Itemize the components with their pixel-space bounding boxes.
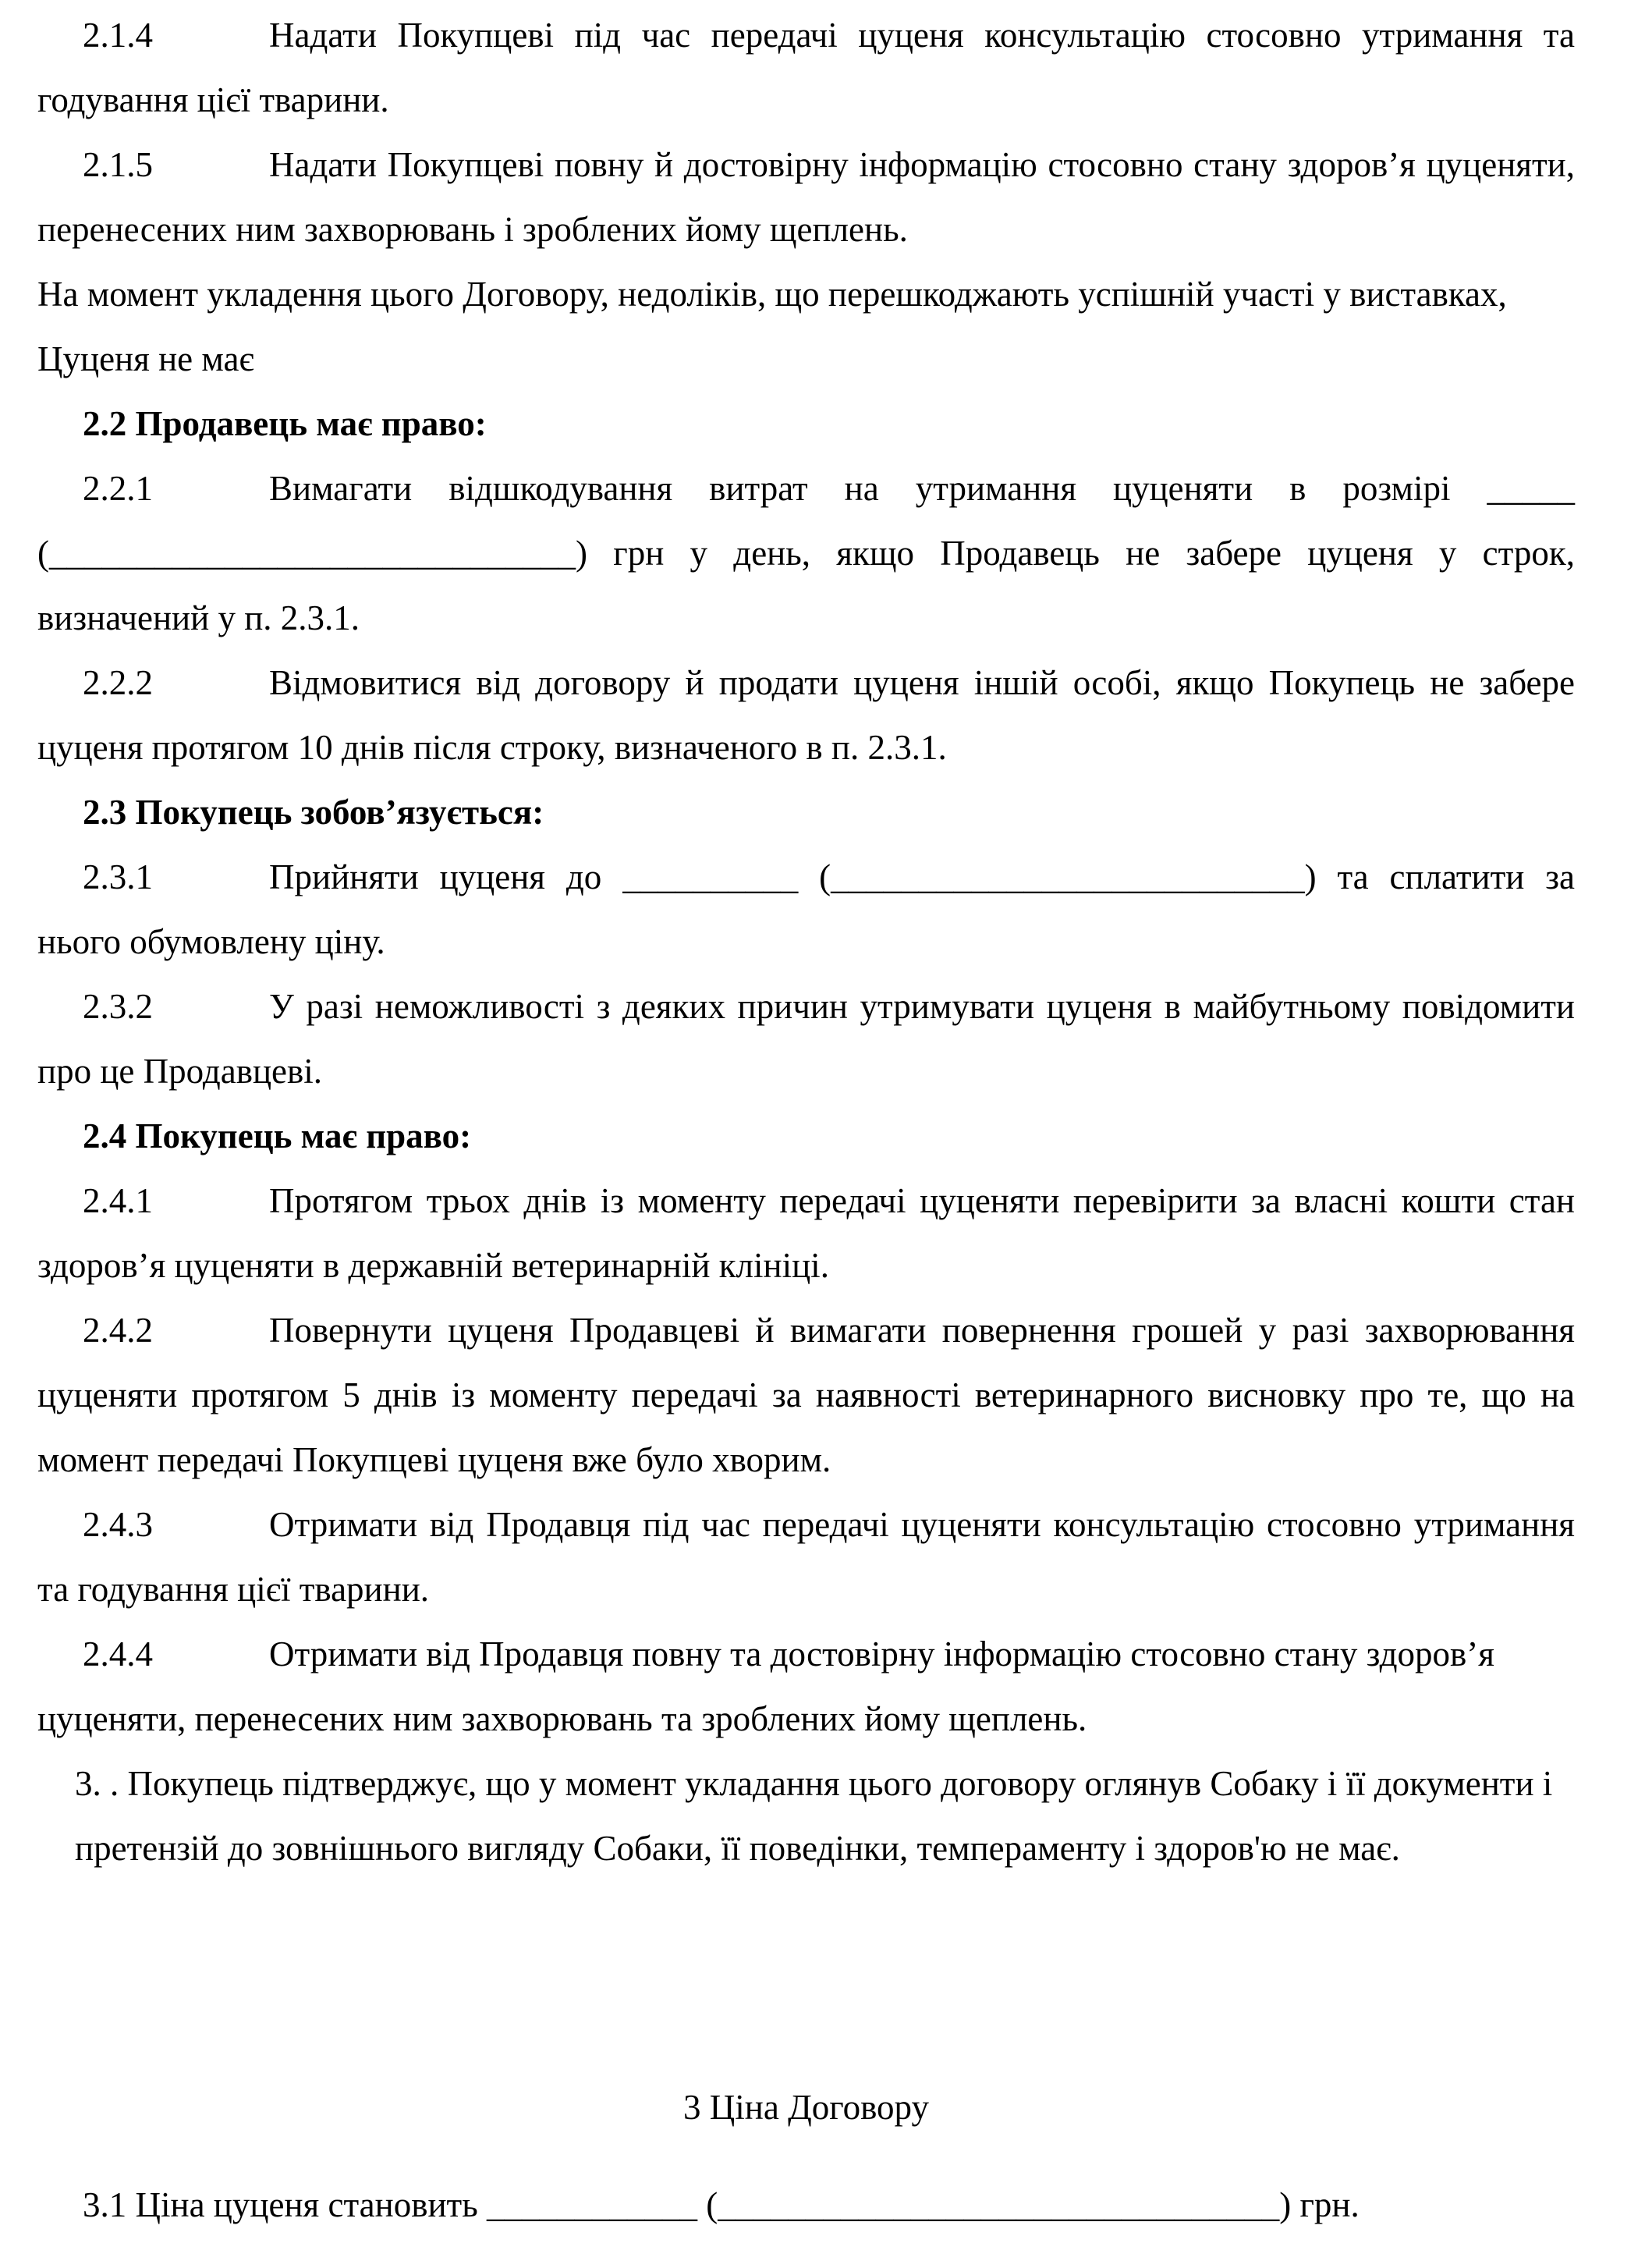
clause-2-4-2 <box>37 1298 1575 1492</box>
clause-2-4-3 <box>37 1492 1575 1622</box>
section-heading-3: 3 Ціна Договору <box>683 2088 929 2127</box>
clause-2-4-4 <box>37 1622 1575 1752</box>
clause-number: 2.3.1 <box>83 857 153 896</box>
clause-text: Протягом трьох днів із моменту передачі цуценяти перевірити за власні кошти стан здоров’я цуценяти в державній ветеринарній клініці. <box>37 1181 1575 1285</box>
clause-number: 2.4.1 <box>83 1181 153 1220</box>
clause-number: 2.3.2 <box>83 987 153 1026</box>
clause-number: 2.4.4 <box>83 1634 153 1673</box>
clause-number: 2.2.1 <box>83 469 153 508</box>
clause-number: 2.1.5 <box>83 145 153 184</box>
clause-number: 2.2.2 <box>83 663 153 702</box>
clause-2-1-4 <box>37 3 1575 133</box>
heading-2-4: 2.4 Покупець має право: <box>83 1116 472 1155</box>
clause-3-1: 3.1 Ціна цуценя становить ____________ (________________________________) грн. <box>83 2185 1360 2224</box>
clause-number: 2.4.3 <box>83 1505 153 1544</box>
clause-text: Повернути цуценя Продавцеві й вимагати повернення грошей у разі захворювання цуценяти протягом 5 днів із моменту передачі за наявності ветеринарного висновку про те, що на момент передачі Покупцеві цуценя вже було хворим. <box>37 1311 1575 1479</box>
clause-text: Відмовитися від договору й продати цуценя іншій особі, якщо Покупець не забере цуценя протягом 10 днів після строку, визначеного в п. 2.3.1. <box>37 663 1575 767</box>
clause-text: Надати Покупцеві під час передачі цуценя консультацію стосовно утримання та годування цієї тварини. <box>37 16 1575 119</box>
clause-2-2-2 <box>37 651 1575 780</box>
clause-text: Надати Покупцеві повну й достовірну інформацію стосовно стану здоров’я цуценяти, перенесених ним захворювань і зроблених йому щеплень. <box>37 145 1575 249</box>
heading-2-3: 2.3 Покупець зобов’язується: <box>83 793 544 832</box>
clause-2-3-1 <box>37 845 1575 974</box>
clause-2-3-2 <box>37 974 1575 1104</box>
clause-text: Отримати від Продавця під час передачі цуценяти консультацію стосовно утримання та годування цієї тварини. <box>37 1505 1575 1609</box>
clause-number: 2.4.2 <box>83 1311 153 1350</box>
clause-text: Прийняти цуценя до __________ (___________________________) та сплатити за нього обумовлену ціну. <box>37 857 1575 961</box>
clause-text: Вимагати відшкодування витрат на утримання цуценяти в розмірі _____ (______________________________) грн у день, якщо Продавець не забере цуценя у строк, визначений у п. 2.3.1. <box>37 469 1575 637</box>
clause-2-1-5 <box>37 133 1575 262</box>
clause-2-2-1 <box>37 456 1575 651</box>
defects-note: На момент укладення цього Договору, недоліків, що перешкоджають успішній участі у виставках, Цуценя не має <box>37 275 1507 378</box>
heading-2-2: 2.2 Продавець має право: <box>83 404 487 443</box>
clause-number: 2.1.4 <box>83 16 153 55</box>
clause-3-inspection: 3. . Покупець підтверджує, що у момент укладання цього договору оглянув Собаку і її документи і претензій до зовнішнього вигляду Собаки, її поведінки, темпераменту і здоров'ю не має. <box>75 1764 1553 1868</box>
clause-text: У разі неможливості з деяких причин утримувати цуценя в майбутньому повідомити про це Продавцеві. <box>37 987 1575 1091</box>
clause-text: Отримати від Продавця повну та достовірну інформацію стосовно стану здоров’я цуценяти, перенесених ним захворювань та зроблених йому щеплень. <box>37 1634 1494 1738</box>
clause-2-4-1 <box>37 1169 1575 1298</box>
